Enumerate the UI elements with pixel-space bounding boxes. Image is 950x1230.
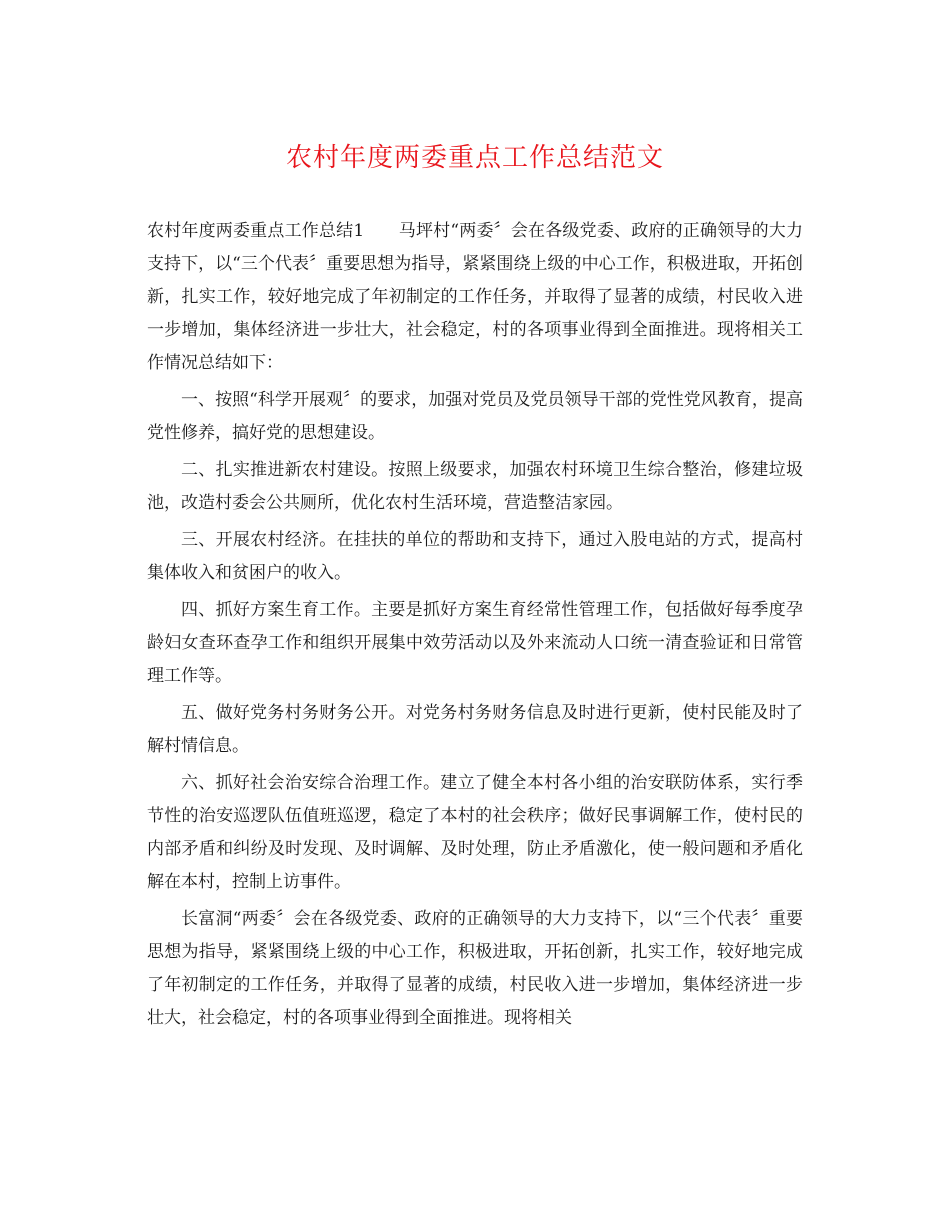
paragraph-item-2: 二、扎实推进新农村建设。按照上级要求，加强农村环境卫生综合整治，修建垃圾池，改造村委会公共厕所，优化农村生活环境，营造整洁家园。 [147, 460, 803, 513]
paragraph-item-3: 三、开展农村经济。在挂扶的单位的帮助和支持下，通过入股电站的方式，提高村集体收入和贫困户的收入。 [147, 530, 803, 583]
paragraph-item-5: 五、做好党务村务财务公开。对党务村务财务信息及时进行更新，使村民能及时了解村情信息。 [147, 703, 803, 756]
paragraph-item-4: 四、抓好方案生育工作。主要是抓好方案生育经常性管理工作，包括做好每季度孕龄妇女查环查孕工作和组织开展集中效劳活动以及外来流动人口统一清查验证和日常管理工作等。 [147, 600, 803, 686]
document-body [147, 215, 803, 1039]
document-title: 农村年度两委重点工作总结范文 [285, 143, 664, 173]
paragraph-intro: 农村年度两委重点工作总结1 马坪村“两委〞会在各级党委、政府的正确领导的大力支持下，以“三个代表〞重要思想为指导，紧紧围绕上级的中心工作，积极进取，开拓创新，扎实工作，较好地完成了年初制定的工作任务，并取得了显著的成绩，村民收入进一步增加，集体经济进一步壮大，社会稳定，村的各项事业得到全面推进。现将相关工作情况总结如下： [147, 221, 803, 373]
paragraph-item-6: 六、抓好社会治安综合治理工作。建立了健全本村各小组的治安联防体系，实行季节性的治安巡逻队伍值班巡逻，稳定了本村的社会秩序；做好民事调解工作，使村民的内部矛盾和纠纷及时发现、及时调解、及时处理，防止矛盾激化，使一般问题和矛盾化解在本村，控制上访事件。 [147, 773, 803, 892]
paragraph-second-village: 长富洞“两委〞会在各级党委、政府的正确领导的大力支持下，以“三个代表〞重要思想为指导，紧紧围绕上级的中心工作，积极进取，开拓创新，扎实工作，较好地完成了年初制定的工作任务，并取得了显著的成绩，村民收入进一步增加，集体经济进一步壮大，社会稳定，村的各项事业得到全面推进。现将相关 [147, 909, 803, 1028]
paragraph-item-1: 一、按照“科学开展观〞的要求，加强对党员及党员领导干部的党性党风教育，提高党性修养，搞好党的思想建设。 [147, 390, 803, 443]
